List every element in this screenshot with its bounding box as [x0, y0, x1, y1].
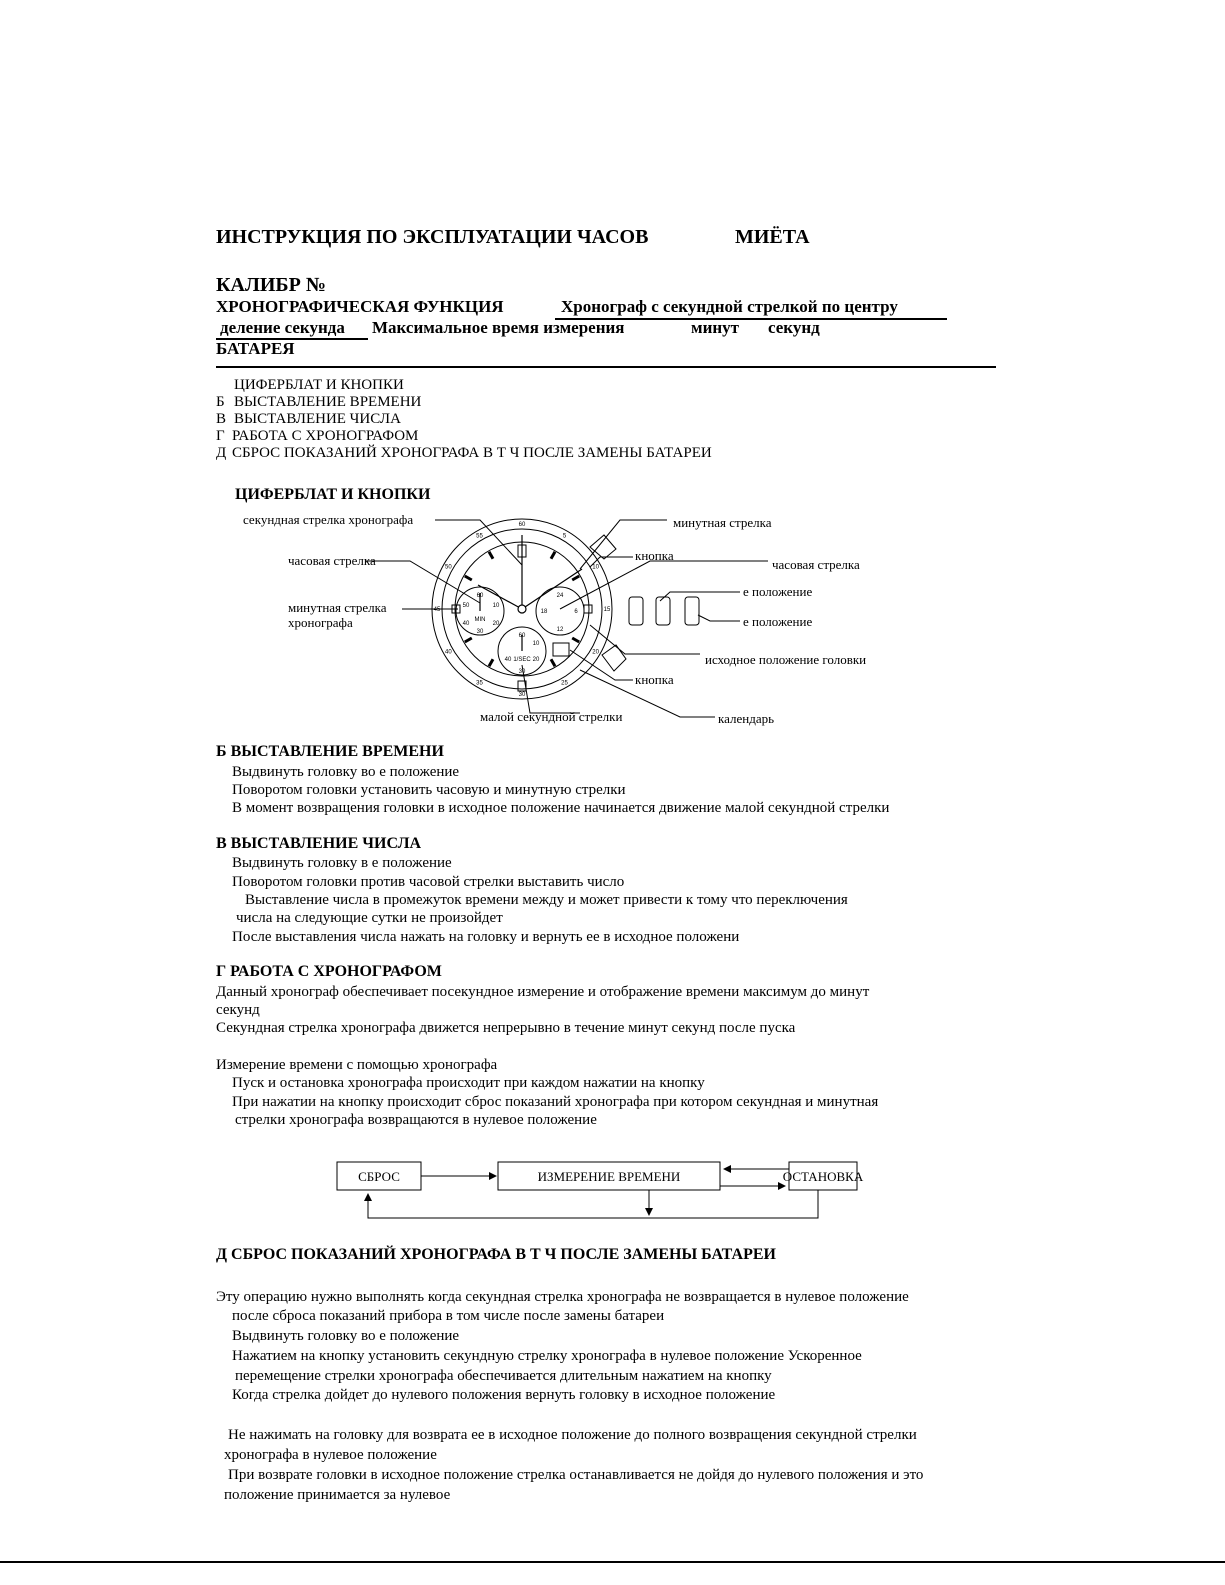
dial-mark: 12 — [556, 627, 564, 633]
toc-item: ЦИФЕРБЛАТ И КНОПКИ — [234, 377, 404, 393]
dial-mark: 60 — [518, 633, 526, 639]
section-d-line: При возврате головки в исходное положение стрелка останавливается не дойдя до нулевого положения и это — [228, 1467, 924, 1483]
label-chrono-minute-hand: минутная стрелка — [288, 600, 387, 615]
dial-mark: 18 — [540, 609, 548, 615]
dial-mark: 10 — [492, 603, 500, 609]
dial-mark: 40 — [462, 621, 470, 627]
section-b-heading: Б ВЫСТАВЛЕНИЕ ВРЕМЕНИ — [216, 743, 444, 760]
section-b-line: Поворотом головки установить часовую и минутную стрелки — [232, 782, 626, 798]
section-d-line: хронографа в нулевое положение — [224, 1447, 437, 1463]
bezel-number: 35 — [476, 680, 483, 687]
toc-item: Г РАБОТА С ХРОНОГРАФОМ — [216, 428, 419, 444]
label-small-second: малой секундной стрелки — [480, 709, 623, 724]
dial-mark: 6 — [574, 609, 578, 615]
flow-label-stop: ОСТАНОВКА — [782, 1169, 864, 1184]
section-v-line: Поворотом головки против часовой стрелки выставить число — [232, 874, 625, 890]
section-v-line: числа на следующие сутки не произойдет — [236, 910, 503, 926]
section-g-line: секунд — [216, 1002, 260, 1018]
hour-marker — [572, 638, 579, 642]
page-bottom-rule — [0, 1561, 1225, 1563]
section-d-line: Эту операцию нужно выполнять когда секундная стрелка хронографа не возвращается в нулевое положение — [216, 1289, 909, 1305]
flow-arrow — [368, 1190, 818, 1218]
section-d-line: Когда стрелка дойдет до нулевого положения вернуть головку в исходное положение — [232, 1387, 776, 1403]
dial-mark: MIN — [474, 617, 486, 623]
bezel-number: 40 — [445, 649, 452, 656]
bezel-number: 30 — [518, 692, 526, 698]
dial-mark: 60 — [476, 593, 484, 599]
label-minute-hand: минутная стрелка — [673, 515, 772, 530]
section-v-line: После выставления числа нажать на головку и вернуть ее в исходное положени — [232, 929, 740, 945]
dial-mark: 1/SEC — [513, 657, 531, 663]
label-position-2: е положение — [743, 614, 813, 629]
chrono-flow-diagram — [330, 1152, 870, 1227]
label-calendar: календарь — [718, 711, 775, 726]
label-crown-home: исходное положение головки — [705, 652, 867, 667]
hour-marker — [551, 659, 555, 666]
section-g-line: стрелки хронографа возвращаются в нулевое положение — [235, 1112, 597, 1128]
section-d-line: перемещение стрелки хронографа обеспечивается длительным нажатием на кнопку — [235, 1368, 772, 1384]
section-v-heading: В ВЫСТАВЛЕНИЕ ЧИСЛА — [216, 835, 422, 852]
label-position-1: е положение — [743, 584, 813, 599]
hour-marker — [551, 552, 555, 559]
hour-marker — [572, 576, 579, 580]
caliber-label: КАЛИБР № — [216, 274, 326, 296]
dial-mark: 24 — [556, 593, 564, 599]
bezel-number: 10 — [592, 564, 599, 571]
section-g-heading: Г РАБОТА С ХРОНОГРАФОМ — [216, 963, 442, 980]
dial-mark: 30 — [518, 669, 526, 675]
watch-diagram — [230, 505, 910, 730]
hour-marker — [489, 659, 493, 666]
hour-marker — [465, 638, 472, 642]
flow-label-measure: ИЗМЕРЕНИЕ ВРЕМЕНИ — [537, 1169, 681, 1184]
toc-item: В ВЫСТАВЛЕНИЕ ЧИСЛА — [216, 411, 401, 427]
seconds-label: секунд — [768, 318, 820, 337]
dial-mark: 50 — [462, 603, 470, 609]
dial-mark: 10 — [532, 641, 540, 647]
dial-mark: 20 — [532, 657, 540, 663]
section-g-line: Данный хронограф обеспечивает посекундное измерение и отображение времени максимум до минут — [216, 984, 870, 1000]
bezel-number: 20 — [592, 649, 599, 656]
dial-mark: 40 — [504, 657, 512, 663]
section-g-line: Измерение времени с помощью хронографа — [216, 1057, 498, 1073]
bezel-number: 5 — [562, 533, 567, 540]
battery-label: БАТАРЕЯ — [216, 339, 295, 358]
hour-marker — [465, 576, 472, 580]
section-d-line: Нажатием на кнопку установить секундную стрелку хронографа в нулевое положение Ускоренное — [232, 1348, 862, 1364]
section-g-line: При нажатии на кнопку происходит сброс показаний хронографа при котором секундная и минутная — [232, 1094, 879, 1110]
minutes-label: минут — [691, 318, 740, 337]
bezel-number: 60 — [518, 522, 526, 528]
bezel-number: 55 — [476, 533, 483, 540]
label-chrono-minute-hand: хронографа — [288, 615, 353, 630]
chrono-function-value: Хронограф с секундной стрелкой по центру — [561, 297, 898, 316]
division-label: деление секунда — [220, 318, 345, 337]
dial-heading: ЦИФЕРБЛАТ И КНОПКИ — [235, 486, 431, 503]
flow-label-reset: СБРОС — [358, 1169, 400, 1184]
page-title: ИНСТРУКЦИЯ ПО ЭКСПЛУАТАЦИИ ЧАСОВ — [216, 226, 649, 248]
section-d-line: после сброса показаний прибора в том числе после замены батареи — [232, 1308, 665, 1324]
label-chrono-second-hand: секундная стрелка хронографа — [243, 512, 414, 527]
bezel-number: 50 — [445, 564, 452, 571]
toc-item: Д СБРОС ПОКАЗАНИЙ ХРОНОГРАФА В Т Ч ПОСЛЕ ЗАМЕНЫ БАТАРЕИ — [216, 445, 712, 461]
label-button-bottom: кнопка — [635, 672, 674, 687]
section-b-line: В момент возвращения головки в исходное положение начинается движение малой секундной стрелки — [232, 800, 890, 816]
bezel-number: 15 — [603, 607, 611, 613]
label-hour-hand-right: часовая стрелка — [772, 557, 860, 572]
section-d-line: Выдвинуть головку во е положение — [232, 1328, 460, 1344]
section-g-line: Секундная стрелка хронографа движется непрерывно в течение минут секунд после пуска — [216, 1020, 796, 1036]
section-d-line: положение принимается за нулевое — [224, 1487, 451, 1503]
date-window — [553, 643, 569, 656]
section-v-line: Выставление числа в промежуток времени между и может привести к тому что переключения — [245, 892, 848, 908]
section-g-line: Пуск и остановка хронографа происходит при каждом нажатии на кнопку — [232, 1075, 705, 1091]
section-b-line: Выдвинуть головку во е положение — [232, 764, 460, 780]
toc-item: Б ВЫСТАВЛЕНИЕ ВРЕМЕНИ — [216, 394, 422, 410]
chrono-function-label: ХРОНОГРАФИЧЕСКАЯ ФУНКЦИЯ — [216, 297, 504, 316]
section-d-line: Не нажимать на головку для возврата ее в исходное положение до полного возвращения секундной стрелки — [228, 1427, 917, 1443]
section-d-heading: Д СБРОС ПОКАЗАНИЙ ХРОНОГРАФА В Т Ч ПОСЛЕ ЗАМЕНЫ БАТАРЕИ — [216, 1246, 776, 1263]
max-time-label: Максимальное время измерения — [372, 318, 625, 337]
brand-name: МИЁТА — [735, 226, 810, 248]
label-hour-hand-left: часовая стрелка — [288, 553, 376, 568]
section-v-line: Выдвинуть головку в е положение — [232, 855, 452, 871]
dial-mark: 30 — [476, 629, 484, 635]
label-button-top: кнопка — [635, 548, 674, 563]
bezel-number: 45 — [433, 607, 441, 613]
header-divider — [216, 366, 996, 368]
dial-mark: 20 — [492, 621, 500, 627]
hour-marker — [489, 552, 493, 559]
bezel-number: 25 — [561, 680, 568, 687]
